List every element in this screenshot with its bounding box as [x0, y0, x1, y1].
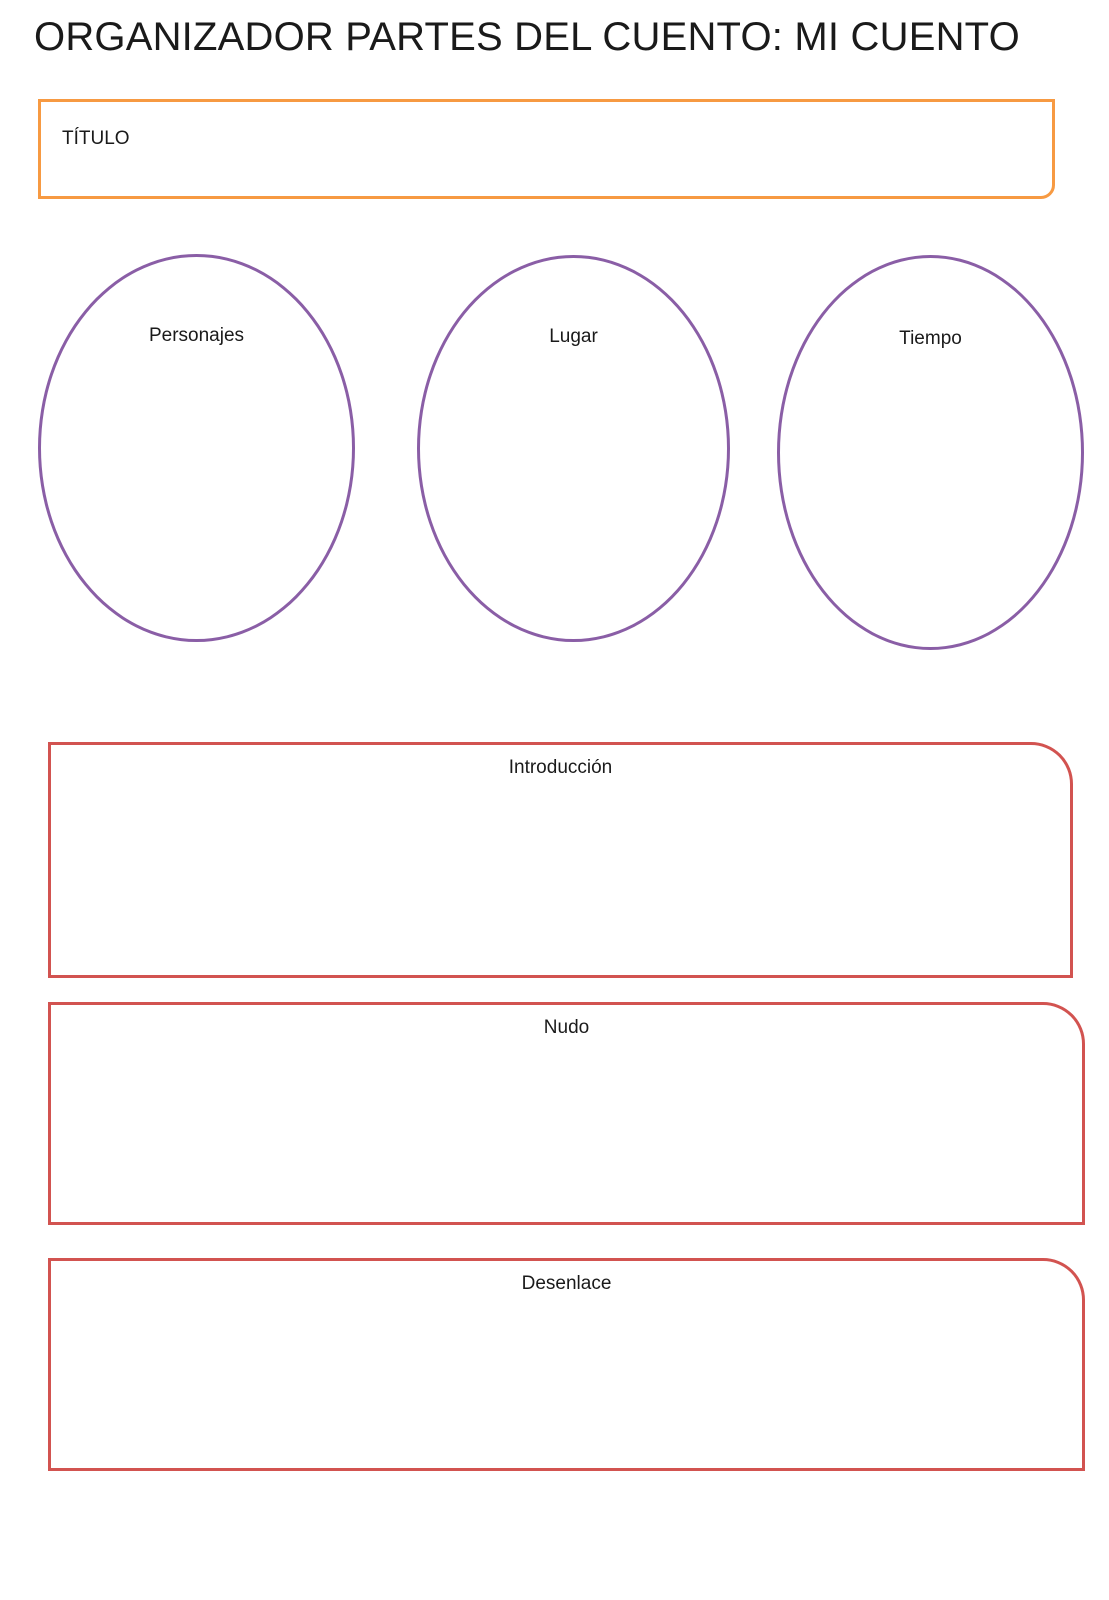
title-box-label: TÍTULO [62, 128, 130, 149]
section-nudo-label: Nudo [543, 1017, 590, 1038]
oval-lugar[interactable] [417, 255, 730, 642]
oval-tiempo-label: Tiempo [899, 328, 962, 349]
oval-personajes-label: Personajes [148, 325, 245, 346]
oval-tiempo[interactable] [777, 255, 1084, 650]
section-nudo[interactable] [48, 1002, 1085, 1225]
section-introduccion[interactable] [48, 742, 1073, 978]
page-title: ORGANIZADOR PARTES DEL CUENTO: MI CUENTO [34, 15, 1020, 59]
section-desenlace-label: Desenlace [521, 1273, 612, 1294]
title-box[interactable] [38, 99, 1055, 199]
section-introduccion-label: Introducción [508, 757, 613, 778]
section-desenlace[interactable] [48, 1258, 1085, 1471]
oval-personajes[interactable] [38, 254, 355, 642]
oval-lugar-label: Lugar [549, 326, 598, 347]
